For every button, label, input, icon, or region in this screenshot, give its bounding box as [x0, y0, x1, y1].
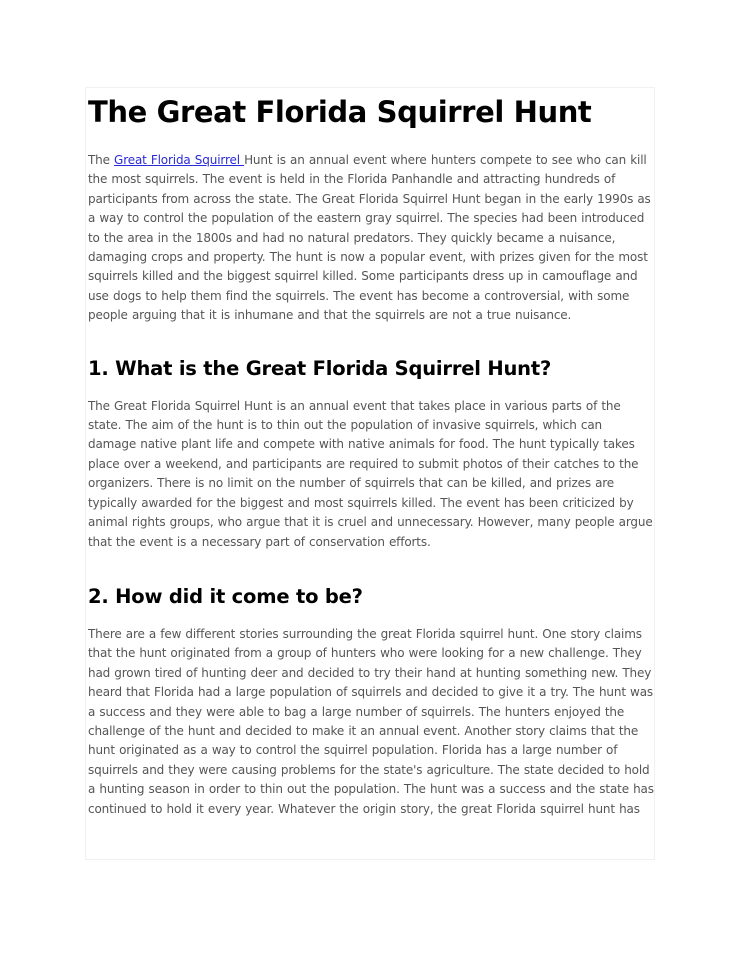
document-title: The Great Florida Squirrel Hunt: [88, 95, 592, 129]
great-florida-squirrel-link[interactable]: Great Florida Squirrel: [114, 153, 245, 167]
intro-rest-text: Hunt is an annual event where hunters compete to see who can kill the most squirrels. The event is held in the Florida Panhandle and attracting hundreds of participants from across the state. The Great Florida Squirrel Hunt began in the early 1990s as a way to control the population of the eastern gray squirrel. The species had been introduced to the area in the 1800s and had no natural predators. They quickly became a nuisance, damaging crops and property. The hunt is now a popular event, with prizes given for the most squirrels killed and the biggest squirrel killed. Some participants dress up in camouflage and use dogs to help them find the squirrels. The event has become a controversial, with some people arguing that it is inhumane and that the squirrels are not a true nuisance.: [88, 153, 651, 323]
section-1-paragraph: The Great Florida Squirrel Hunt is an annual event that takes place in various parts of the state. The aim of the hunt is to thin out the population of invasive squirrels, which can damage native plant life and compete with native animals for food. The hunt typically takes place over a weekend, and participants are required to submit photos of their catches to the organizers. There is no limit on the number of squirrels that can be killed, and prizes are typically awarded for the biggest and most squirrels killed. The event has been criticized by animal rights groups, who argue that it is cruel and unnecessary. However, many people argue that the event is a necessary part of conservation efforts.: [88, 398, 653, 549]
section-1-heading: 1. What is the Great Florida Squirrel Hunt?: [88, 356, 552, 380]
intro-paragraph: [88, 151, 654, 326]
section-2-paragraph: There are a few different stories surrounding the great Florida squirrel hunt. One story claims that the hunt originated from a group of hunters who were looking for a new challenge. They had grown tired of hunting deer and decided to try their hand at hunting something new. They heard that Florida had a large population of squirrels and decided to give it a try. The hunt was a success and they were able to bag a large number of squirrels. The hunters enjoyed the challenge of the hunt and decided to make it an annual event. Another story claims that the hunt originated as a way to control the squirrel population. Florida has a large number of squirrels and they were causing problems for the state's agriculture. The state decided to hold a hunting season in order to thin out the population. The hunt was a success and the state has continued to hold it every year. Whatever the origin story, the great Florida squirrel hunt has: [88, 626, 654, 816]
document-page: [85, 87, 655, 860]
document-content: [88, 88, 654, 819]
intro-lead-text: The: [88, 153, 115, 167]
section-2-heading: 2. How did it come to be?: [88, 584, 363, 608]
